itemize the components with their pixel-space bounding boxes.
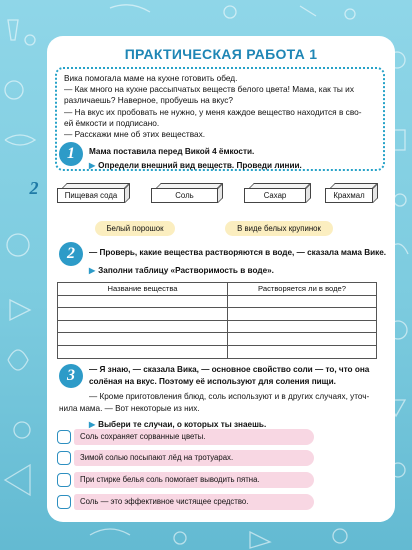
case-checkbox[interactable] [57,451,71,465]
page-number: 2 [29,178,39,198]
task-2-intro: — Проверь, какие вещества растворяются в воде, — сказала мама Вике. [89,248,387,257]
case-option[interactable]: Зимой солью посыпают лёд на тротуарах. [74,450,314,466]
task-2-instruction-text: Заполни таблицу «Растворимость в воде». [98,266,274,275]
task-2-instruction [89,265,274,276]
table-cell[interactable] [228,345,377,358]
container-side [218,183,223,203]
task-1-instruction-text: Определи внешний вид веществ. Проведи линии. [98,161,302,170]
story-line: — Как много на кухне рассыпчатых веществ белого цвета! Мама, как ты их [64,84,354,95]
task-3-para2-line: нила мама. — Вот некоторые из них. [59,404,200,413]
task-3-para2-line: — Кроме приготовления блюд, соль используют и в других случаях, уточ- [89,392,370,401]
container-label: Пищевая сода [57,188,125,203]
case-checkbox[interactable] [57,473,71,487]
story-line: ей ёмкости и подписано. [64,117,160,128]
task-2-badge: 2 [59,242,83,266]
solubility-table [57,282,377,359]
task-1-badge: 1 [59,142,83,166]
table-cell[interactable] [228,295,377,308]
arrow-icon: ▶ [89,420,96,429]
story-line: — На вкус их пробовать не нужно, у меня каждое вещество находится в сво- [64,106,362,117]
container-label: Крахмал [325,188,373,203]
table-row [58,308,377,321]
table-cell[interactable] [228,333,377,346]
task-1-intro: Мама поставила перед Викой 4 ёмкости. [89,147,255,156]
task-3-badge: 3 [59,364,83,388]
table-cell[interactable] [58,320,228,333]
story-line: различаешь? Наверное, пробуешь на вкус? [64,95,234,106]
table-cell[interactable] [58,333,228,346]
task-3-para1-line: — Я знаю, — сказала Вика, — основное свойство соли — то, что она [89,365,370,374]
task-3-para1-line: солёная на вкус. Поэтому её используют для соления пищи. [89,377,336,386]
task-3-instruction-text: Выбери те случаи, о которых ты знаешь. [98,420,267,429]
container-label: Сахар [244,188,306,203]
case-option[interactable]: Соль сохраняет сорванные цветы. [74,429,314,445]
option-white-grains[interactable]: В виде белых крупинок [225,221,333,236]
column-header: Название вещества [58,283,228,296]
case-checkbox[interactable] [57,495,71,509]
flask-doodle-icon [5,81,23,99]
container-label: Соль [151,188,218,203]
table-cell[interactable] [228,320,377,333]
story-line: Вика помогала маме на кухне готовить обед. [64,73,238,83]
table-row [58,295,377,308]
option-white-powder[interactable]: Белый порошок [95,221,175,236]
table-cell[interactable] [58,345,228,358]
table-row [58,333,377,346]
container-side [125,183,130,203]
table-header-row [58,283,377,296]
page-title: ПРАКТИЧЕСКАЯ РАБОТА 1 [124,46,318,62]
case-checkbox[interactable] [57,430,71,444]
arrow-icon: ▶ [89,161,96,170]
task-1-instruction [89,160,302,171]
container-side [373,183,378,203]
table-row [58,320,377,333]
table-cell[interactable] [228,308,377,321]
case-option[interactable]: Соль — это эффективное чистящее средство. [74,494,314,510]
story-line: — Расскажи мне об этих веществах. [64,129,206,140]
container-side [306,183,311,203]
case-option[interactable]: При стирке белья соль помогает выводить пятна. [74,472,314,488]
table-cell[interactable] [58,308,228,321]
worksheet [47,36,395,522]
column-header: Растворяется ли в воде? [228,283,377,296]
table-row [58,345,377,358]
table-cell[interactable] [58,295,228,308]
arrow-icon: ▶ [89,266,96,275]
